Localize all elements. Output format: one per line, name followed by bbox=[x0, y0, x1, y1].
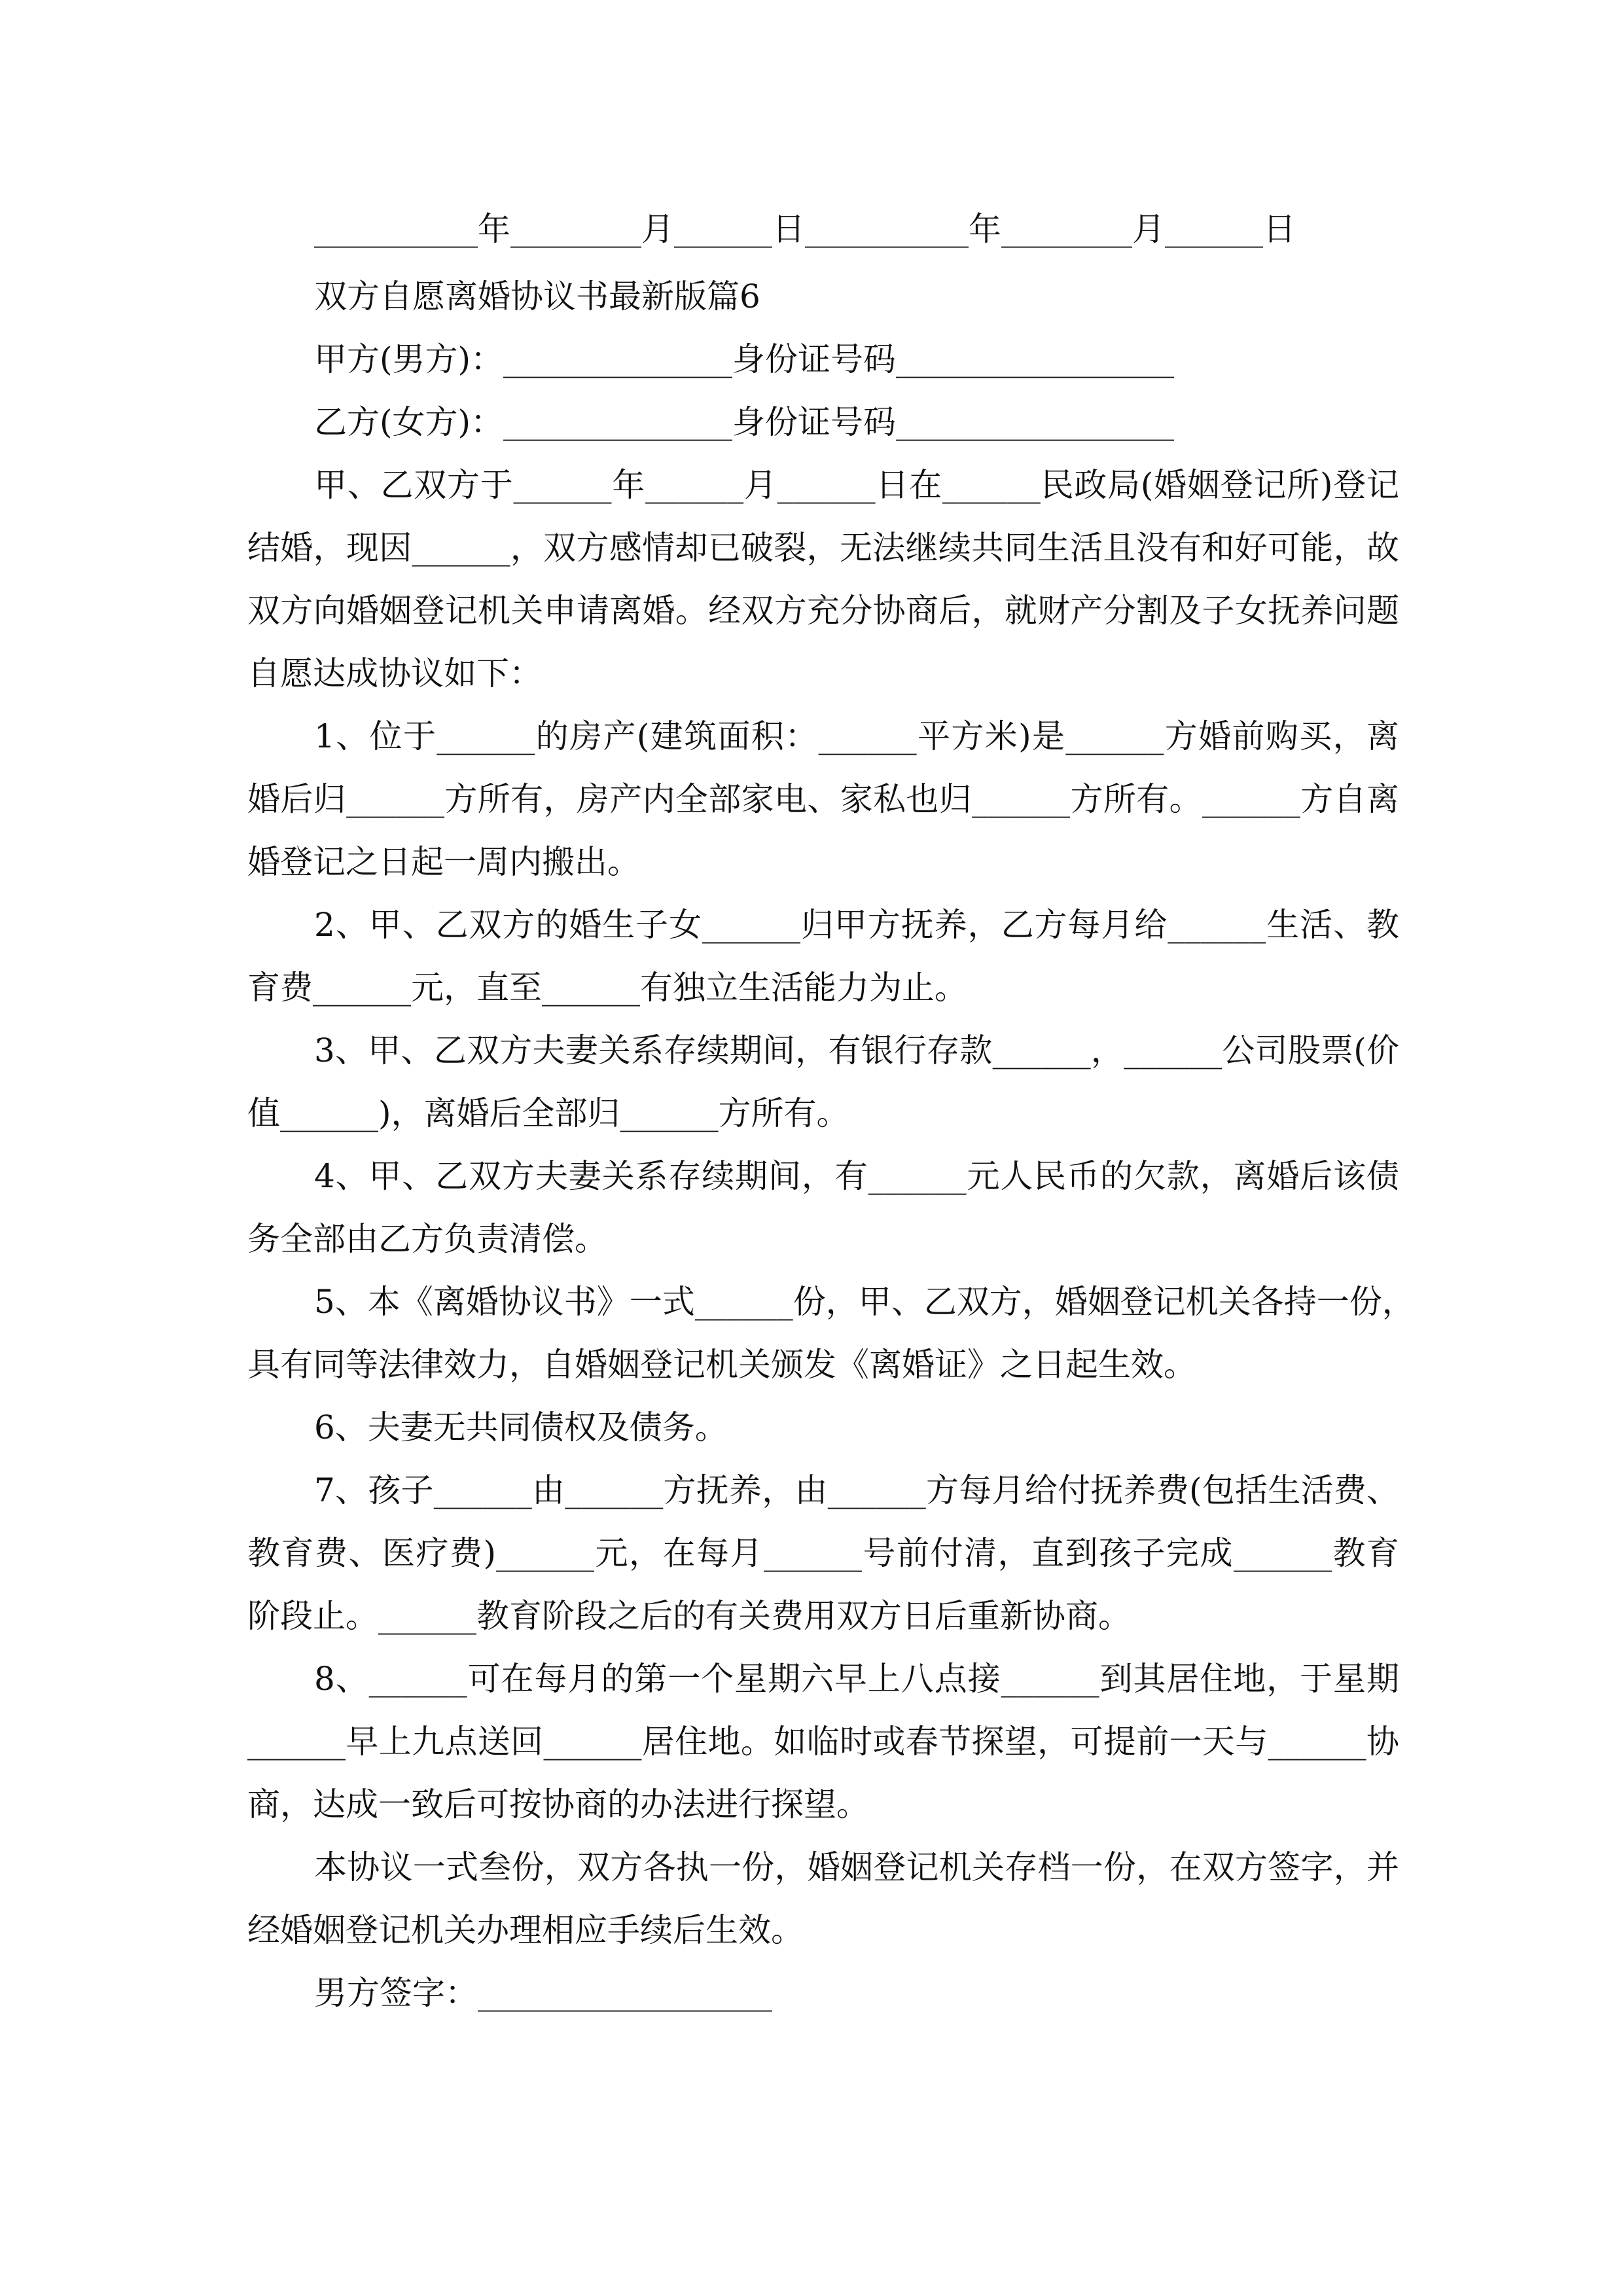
section-title: 双方自愿离婚协议书最新版篇6 bbox=[314, 278, 760, 315]
clause-4-line: 4、甲、乙双方夫妻关系存续期间，有______元人民币的欠款，离婚后该债 bbox=[314, 1157, 1399, 1195]
clause-1-line: 婚后归______方所有，房产内全部家电、家私也归______方所有。______方自离 bbox=[247, 780, 1399, 818]
clause-8-line: 8、______可在每月的第一个星期六早上八点接______到其居住地，于星期 bbox=[314, 1660, 1399, 1698]
clause-5-line: 5、本《离婚协议书》一式______份，甲、乙双方，婚姻登记机关各持一份， bbox=[314, 1283, 1415, 1321]
party-a-line: 甲方(男方)：______________身份证号码_________________ bbox=[314, 340, 1175, 378]
clause-1-line: 1、位于______的房产(建筑面积：______平方米)是______方婚前购买，离 bbox=[314, 717, 1399, 755]
intro-line: 双方向婚姻登记机关申请离婚。经双方充分协商后，就财产分割及子女抚养问题 bbox=[247, 592, 1399, 630]
intro-line: 自愿达成协议如下： bbox=[247, 655, 542, 692]
clause-8-line: 商，达成一致后可按协商的办法进行探望。 bbox=[247, 1785, 869, 1823]
clause-7-line: 教育费、医疗费)______元，在每月______号前付清，直到孩子完成______教育 bbox=[247, 1534, 1399, 1572]
clause-6-line: 6、夫妻无共同债权及债务。 bbox=[314, 1408, 728, 1446]
clause-3-line: 值______)，离婚后全部归______方所有。 bbox=[247, 1094, 849, 1132]
clause-7-line: 阶段止。______教育阶段之后的有关费用双方日后重新协商。 bbox=[247, 1597, 1131, 1635]
clause-3-line: 3、甲、乙双方夫妻关系存续期间，有银行存款______，______公司股票(价 bbox=[314, 1031, 1399, 1069]
closing-line: 本协议一式叁份，双方各执一份，婚姻登记机关存档一份，在双方签字，并 bbox=[314, 1848, 1399, 1886]
closing-line: 经婚姻登记机关办理相应手续后生效。 bbox=[247, 1911, 804, 1949]
clause-7-line: 7、孩子______由______方抚养，由______方每月给付抚养费(包括生活费、 bbox=[314, 1471, 1399, 1509]
clause-2-line: 2、甲、乙双方的婚生子女______归甲方抚养，乙方每月给______生活、教 bbox=[314, 906, 1399, 944]
intro-line: 甲、乙双方于______年______月______日在______民政局(婚姻登记所)登记 bbox=[314, 466, 1399, 504]
clause-5-line: 具有同等法律效力，自婚姻登记机关颁发《离婚证》之日起生效。 bbox=[247, 1346, 1196, 1384]
signature-male-line: 男方签字：__________________ bbox=[314, 1974, 772, 2012]
intro-line: 结婚，现因______，双方感情却已破裂，无法继续共同生活且没有和好可能，故 bbox=[247, 529, 1399, 567]
clause-2-line: 育费______元，直至______有独立生活能力为止。 bbox=[247, 969, 967, 1007]
clause-4-line: 务全部由乙方负责清偿。 bbox=[247, 1220, 607, 1258]
party-b-line: 乙方(女方)：______________身份证号码_________________ bbox=[314, 403, 1175, 441]
clause-1-line: 婚登记之日起一周内搬出。 bbox=[247, 843, 640, 881]
date-line: __________年________月______日__________年________月______日 bbox=[314, 210, 1296, 248]
clause-8-line: ______早上九点送回______居住地。如临时或春节探望，可提前一天与______协 bbox=[247, 1723, 1399, 1761]
